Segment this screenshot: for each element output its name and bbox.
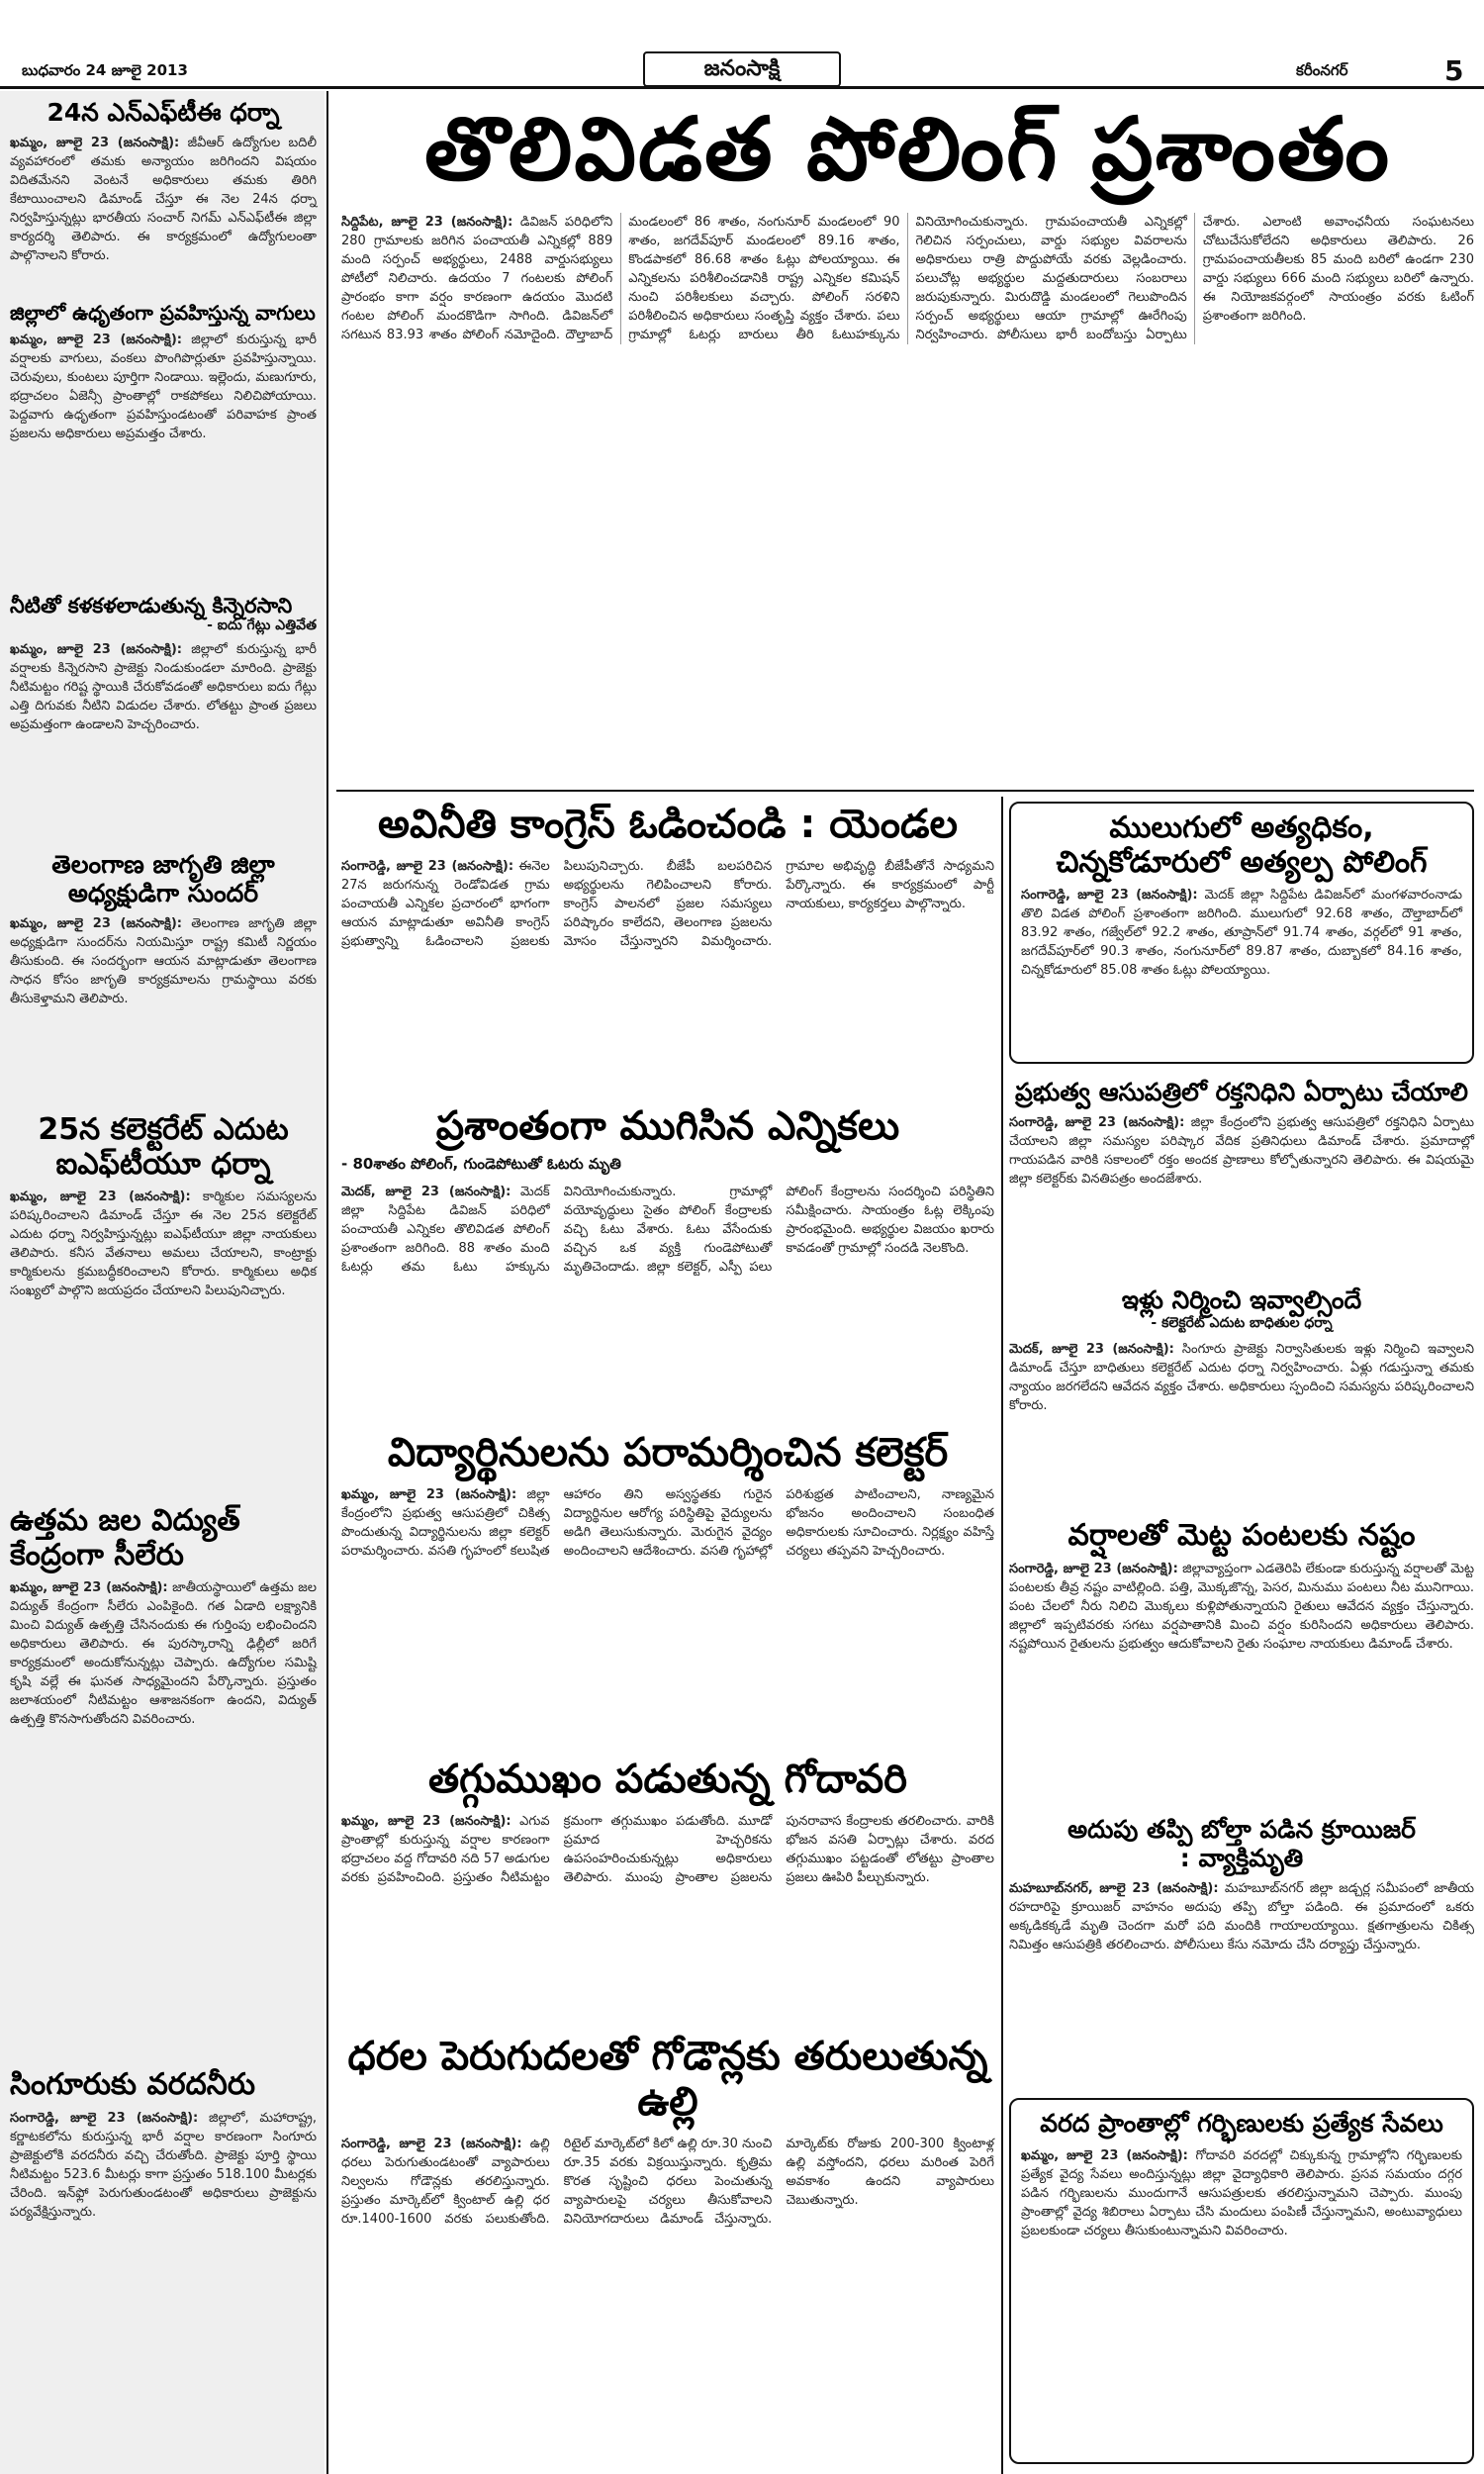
lead-story — [341, 99, 1474, 344]
article-godavari — [341, 1757, 994, 1887]
headline: ప్రశాంతంగా ముగిసిన ఎన్నికలు — [435, 1103, 900, 1149]
dateline: ఖమ్మం, జూలై 23 (జనంసాక్షి): — [10, 135, 180, 150]
article-cruiser-accident — [1009, 1816, 1474, 1954]
headline: అవినీతి కాంగ్రెస్ ఓడించండి : యెండల — [378, 802, 958, 847]
headline: 24న ఎన్‌ఎఫ్‌టీఈ ధర్నా — [46, 98, 280, 127]
article-body: ఈనెల 27న జరుగనున్న రెండోవిడత గ్రామ పంచాయతీ ఎన్నికల ప్రచారంలో భాగంగా ఆయన మాట్లాడుతూ అవినీతి కాంగ్రెస్ ప్రభుత్వాన్ని ఓడించాలని ప్రజలకు పిలుపునిచ్చారు. బీజేపీ బలపరిచిన అభ్యర్థులను గెలిపించాలని కోరారు. కాంగ్రెస్ పాలనలో ప్రజల సమస్యలు పరిష్కారం కాలేదని, తెలంగాణ ప్రజలను మోసం చేస్తున్నారని విమర్శించారు. గ్రామాల అభివృద్ధి బీజేపీతోనే సాధ్యమని పేర్కొన్నారు. ఈ కార్యక్రమంలో పార్టీ నాయకులు, కార్యకర్తలు పాల్గొన్నారు. — [341, 859, 994, 949]
article-body: మహబూబ్‌నగర్ జిల్లా జడ్చర్ల సమీపంలో జాతీయ రహదారిపై క్రూయిజర్ వాహనం అదుపు తప్పి బోల్తా పడింది. ఈ ప్రమాదంలో ఒకరు అక్కడికక్కడే మృతి చెందగా మరో పది మందికి గాయాలయ్యాయి. క్షతగాత్రులను చికిత్స నిమిత్తం ఆసుపత్రికి తరలించారు. పోలీసులు కేసు నమోదు చేసి దర్యాప్తు చేస్తున్నారు. — [1009, 1880, 1474, 1952]
headline: తెలంగాణ జాగృతి జిల్లా అధ్యక్షుడిగా సుందర్ — [51, 850, 275, 907]
article-body: జిల్లాలో, మహారాష్ట్ర, కర్ణాటకలోను కురుస్తున్న భారీ వర్షాల కారణంగా సింగూరు ప్రాజెక్టులోకి వరదనీరు వచ్చి చేరుతోంది. ప్రాజెక్టు పూర్తి స్థాయి నీటిమట్టం 523.6 మీటర్లు కాగా ప్రస్తుతం 518.100 మీటర్లకు చేరింది. ఇన్‌ఫ్లో పెరుగుతుండటంతో అధికారులు ప్రాజెక్టును పర్యవేక్షిస్తున్నారు. — [10, 2110, 317, 2220]
lead-headline: తొలివిడత పోలింగ్ ప్రశాంతం — [424, 98, 1391, 200]
headline: వర్షాలతో మెట్ట పంటలకు నష్టం — [1067, 1518, 1416, 1553]
article-crop-loss — [1009, 1519, 1474, 1654]
dateline: ఖమ్మం, జూలై 23 (జనంసాక్షి): — [10, 642, 182, 658]
dateline: ఖమ్మం, జూలై 23 (జనంసాక్షి): — [10, 333, 182, 347]
dateline: ఖమ్మం, జూలై 23 (జనంసాక్షి): — [1021, 2147, 1188, 2163]
article-iftu-dharna — [10, 1113, 317, 1300]
article-body: జిల్లాలో కురుస్తున్న భారీ వర్షాలకు కిన్నెరసాని ప్రాజెక్టు నిండుకుండలా మారింది. ప్రాజెక్టు నీటిమట్టం గరిష్ట స్థాయికి చేరుకోవడంతో అధికారులు ఐదు గేట్లు ఎత్తి దిగువకు నీటిని విడుదల చేశారు. లోతట్టు ప్రాంత ప్రజలు అప్రమత్తంగా ఉండాలని హెచ్చరించారు. — [10, 642, 317, 733]
headline: తగ్గుముఖం పడుతున్న గోదావరి — [428, 1757, 907, 1802]
dateline: మెదక్, జూలై 23 (జనంసాక్షి): — [1009, 1341, 1174, 1357]
dateline: సంగారెడ్డి, జూలై 23 (జనంసాక్షి): — [1021, 888, 1198, 903]
issue-date: బుధవారం 24 జూలై 2013 — [22, 61, 188, 79]
headline: ములుగులో అత్యధికం, చిన్నకోడూరులో అత్యల్ప పోలింగ్ — [1056, 810, 1428, 880]
newspaper-logo: జనంసాక్షి — [643, 51, 841, 87]
article-body: డివిజన్ పరిధిలోని 280 గ్రామాలకు జరిగిన పంచాయతీ ఎన్నికల్లో 889 మంది సర్పంచ్ అభ్యర్థులు, 2488 వార్డుసభ్యులు పోటీలో నిలిచారు. ఉదయం 7 గంటలకు పోలింగ్ ప్రారంభం కాగా వర్షం కారణంగా ఉదయం మొదటి గంటల పోలింగ్ మందకొడిగా సాగింది. డివిజన్‌లో సగటున 83.93 శాతం పోలింగ్ నమోదైంది. దౌల్తాబాద్ మండలంలో 86 శాతం, నంగునూర్ మండలంలో 90 శాతం, జగదేవ్‌పూర్ మండలంలో 89.16 శాతం, కొండపాకలో 86.68 శాతం ఓట్లు పోలయ్యాయి. ఈ ఎన్నికలను పరిశీలించడానికి రాష్ట్ర ఎన్నికల కమిషన్ నుంచి పరిశీలకులు వచ్చారు. పోలింగ్ సరళిని పరిశీలించిన అధికారులు సంతృప్తి వ్యక్తం చేశారు. పలు గ్రామాల్లో ఓటర్లు బారులు తీరి ఓటుహక్కును వినియోగించుకున్నారు. గ్రామపంచాయతీ ఎన్నికల్లో గెలిచిన సర్పంచులు, వార్డు సభ్యుల వివరాలను అధికారులు రాత్రి పొద్దుపోయే వరకు వెల్లడించారు. పలుచోట్ల అభ్యర్థుల మద్దతుదారులు సంబరాలు జరుపుకున్నారు. మిరుదొడ్డి మండలంలో గెలుపొందిన సర్పంచ్ అభ్యర్థులు ఆయా గ్రామాల్లో ఊరేగింపు నిర్వహించారు. పోలీసులు భారీ బందోబస్తు ఏర్పాటు చేశారు. ఎలాంటి అవాంఛనీయ సంఘటనలు చోటుచేసుకోలేదని అధికారులు తెలిపారు. 26 గ్రామపంచాయతీలకు 85 మంది బరిలో ఉండగా 230 వార్డు సభ్యులు 666 మంది సభ్యులు బరిలో ఉన్నారు. ఈ నియోజకవర్గంలో సాయంత్రం వరకు ఓటింగ్ ప్రశాంతంగా జరిగింది. — [341, 215, 1474, 343]
article-nfte-dharna — [10, 99, 317, 265]
dateline: ఖమ్మం, జూలై 23 (జనంసాక్షి): — [10, 1580, 168, 1595]
article-body: జిల్లా కేంద్రంలోని ప్రభుత్వ ఆసుపత్రిలో చికిత్స పొందుతున్న విద్యార్థినులను జిల్లా కలెక్టర్ పరామర్శించారు. వసతి గృహంలో కలుషిత ఆహారం తిని అస్వస్థతకు గురైన విద్యార్థినుల ఆరోగ్య పరిస్థితిపై వైద్యులను అడిగి తెలుసుకున్నారు. మెరుగైన వైద్యం అందించాలని ఆదేశించారు. వసతి గృహాల్లో పరిశుభ్రత పాటించాలని, నాణ్యమైన భోజనం అందించాలని సంబంధిత అధికారులకు సూచించారు. నిర్లక్ష్యం వహిస్తే చర్యలు తప్పవని హెచ్చరించారు. — [341, 1487, 994, 1559]
article-body: గోదావరి వరదల్లో చిక్కుకున్న గ్రామాల్లోని గర్భిణులకు ప్రత్యేక వైద్య సేవలు అందిస్తున్నట్లు జిల్లా వైద్యాధికారి తెలిపారు. ప్రసవ సమయం దగ్గర పడిన గర్భిణులను ముందుగానే ఆసుపత్రులకు తరలిస్తున్నామని చెప్పారు. ముంపు ప్రాంతాల్లో వైద్య శిబిరాలు ఏర్పాటు చేసి మందులు పంపిణీ చేస్తున్నామని, అంటువ్యాధులు ప్రబలకుండా చర్యలు తీసుకుంటున్నామని వివరించారు. — [1021, 2147, 1462, 2238]
edition-city: కరీంనగర్ — [1296, 61, 1348, 79]
article-sileru — [10, 1504, 317, 1729]
article-elections — [341, 1103, 994, 1277]
dateline: సంగారెడ్డి, జూలై 23 (జనంసాక్షి): — [341, 2137, 522, 2151]
dateline: సంగారెడ్డి, జూలై 23 (జనంసాక్షి): — [10, 2110, 199, 2126]
article-jagruthi — [10, 851, 317, 1008]
subheadline: - 80శాతం పోలింగ్, గుండెపోటుతో ఓటరు మృతి — [341, 1155, 621, 1173]
masthead — [0, 0, 1484, 89]
article-singur — [10, 2068, 317, 2222]
article-mulugu — [1009, 802, 1474, 1064]
article-body: సింగూరు ప్రాజెక్టు నిర్వాసితులకు ఇళ్లు నిర్మించి ఇవ్వాలని డిమాండ్ చేస్తూ బాధితులు కలెక్టరేట్ ఎదుట ధర్నా నిర్వహించారు. ఏళ్లు గడుస్తున్నా తమకు న్యాయం జరగలేదని ఆవేదన వ్యక్తం చేశారు. అధికారులు స్పందించి సమస్యను పరిష్కరించాలని కోరారు. — [1009, 1341, 1474, 1413]
article-body: జిల్లా కేంద్రంలోని ప్రభుత్వ ఆసుపత్రిలో రక్తనిధిని ఏర్పాటు చేయాలని జిల్లా సమస్యల పరిష్కార వేదిక ప్రతినిధులు డిమాండ్ చేశారు. ప్రమాదాల్లో గాయపడిన వారికి సకాలంలో రక్తం అందక ప్రాణాలు కోల్పోతున్నారని తెలిపారు. ఈ విషయమై జిల్లా కలెక్టర్‌కు వినతిపత్రం అందజేశారు. — [1009, 1114, 1474, 1187]
headline: అదుపు తప్పి బోల్తా పడిన క్రూయిజర్ — [1067, 1815, 1416, 1844]
article-collector — [341, 1430, 994, 1561]
headline: వరద ప్రాంతాల్లో గర్భిణులకు ప్రత్యేక సేవలు — [1040, 2109, 1443, 2138]
divider — [336, 790, 1474, 792]
article-streams — [10, 302, 317, 443]
dateline: ఖమ్మం, జూలై 23 (జనంసాక్షి): — [10, 915, 183, 931]
dateline: సంగారెడ్డి, జూలై 23 (జనంసాక్షి): — [1009, 1114, 1185, 1130]
headline: జిల్లాలో ఉధృతంగా ప్రవహిస్తున్న వాగులు — [10, 301, 316, 325]
subheadline: - ఐదు గేట్లు ఎత్తివేత — [207, 618, 317, 634]
headline: ప్రభుత్వ ఆసుపత్రిలో రక్తనిధిని ఏర్పాటు చేయాలి — [1015, 1078, 1468, 1106]
article-body: కార్మికుల సమస్యలను పరిష్కరించాలని డిమాండ్ చేస్తూ ఈ నెల 25న కలెక్టరేట్ ఎదుట ధర్నా నిర్వహిస్తున్నట్లు ఐఎఫ్‌టీయూ జిల్లా నాయకులు తెలిపారు. కనీస వేతనాలు అమలు చేయాలని, కాంట్రాక్టు కార్మికులను క్రమబద్ధీకరించాలని కోరారు. కార్మికులు అధిక సంఖ్యలో పాల్గొని జయప్రదం చేయాలని పిలుపునిచ్చారు. — [10, 1189, 317, 1298]
dateline: ఖమ్మం, జూలై 23 (జనంసాక్షి): — [341, 1814, 511, 1829]
column-rule — [326, 91, 328, 2474]
article-body: మెదక్ జిల్లా సిద్దిపేట డివిజన్‌లో మంగళవారంనాడు తొలి విడత పోలింగ్ ప్రశాంతంగా జరిగింది. ములుగులో 92.68 శాతం, దౌల్తాబాద్‌లో 83.92 శాతం, గజ్వేల్‌లో 92.2 శాతం, తూప్రాన్‌లో 91.74 శాతం, వర్గల్‌లో 91 శాతం, జగదేవ్‌పూర్‌లో 90.3 శాతం, నంగునూర్‌లో 89.87 శాతం, దుబ్బాకలో 84.16 శాతం, చిన్నకోడూరులో 85.08 శాతం ఓట్లు పోలయ్యాయి. — [1021, 888, 1462, 978]
article-body: జిల్లావ్యాప్తంగా ఎడతెరిపి లేకుండా కురుస్తున్న వర్షాలతో మెట్ట పంటలకు తీవ్ర నష్టం వాటిల్లింది. పత్తి, మొక్కజొన్న, పెసర, మినుము పంటలు నీట మునిగాయి. పంట చేలలో నీరు నిలిచి మొక్కలు కుళ్లిపోతున్నాయని రైతులు ఆవేదన వ్యక్తం చేస్తున్నారు. జిల్లాలో ఇప్పటివరకు సగటు వర్షపాతానికి మించి వర్షం కురిసిందని అధికారులు తెలిపారు. నష్టపోయిన రైతులను ప్రభుత్వం ఆదుకోవాలని రైతు సంఘాల నాయకులు డిమాండ్ చేశారు. — [1009, 1561, 1474, 1652]
page-number: 5 — [1444, 54, 1464, 87]
headline: విద్యార్థినులను పరామర్శించిన కలెక్టర్ — [387, 1430, 949, 1475]
subheadline: - కలెక్టరేట్ ఎదుట బాధితుల ధర్నా — [1151, 1314, 1333, 1331]
dateline: సిద్దిపేట, జూలై 23 (జనంసాక్షి): — [341, 215, 513, 231]
headline: 25న కలెక్టరేట్ ఎదుట ఐఎఫ్‌టీయూ ధర్నా — [38, 1112, 289, 1182]
article-body: జిల్లాలో కురుస్తున్న భారీ వర్షాలకు వాగులు, వంకలు పొంగిపొర్లుతూ ప్రవహిస్తున్నాయి. చెరువులు, కుంటలు పూర్తిగా నిండాయి. ఇల్లెందు, మణుగూరు, భద్రాచలం ఏజెన్సీ ప్రాంతాల్లో రాకపోకలు నిలిచిపోయాయి. పెద్దవాగు ఉధృతంగా ప్రవహిస్తుండటంతో పరివాహక ప్రాంత ప్రజలను అధికారులు అప్రమత్తం చేశారు. — [10, 333, 317, 441]
dateline: ఖమ్మం, జూలై 23 (జనంసాక్షి): — [341, 1487, 517, 1502]
article-body: మెదక్ జిల్లా సిద్దిపేట డివిజన్ పరిధిలో పంచాయతీ ఎన్నికల తొలివిడత పోలింగ్ ప్రశాంతంగా జరిగింది. 88 శాతం మంది ఓటర్లు తమ ఓటు హక్కును వినియోగించుకున్నారు. గ్రామాల్లో వయోవృద్ధులు సైతం పోలింగ్ కేంద్రాలకు వచ్చి ఓటు వేశారు. ఓటు వేసేందుకు వచ్చిన ఒక వ్యక్తి గుండెపోటుతో మృతిచెందాడు. జిల్లా కలెక్టర్, ఎస్పీ పలు పోలింగ్ కేంద్రాలను సందర్శించి పరిస్థితిని సమీక్షించారు. సాయంత్రం ఓట్ల లెక్కింపు ప్రారంభమైంది. అభ్యర్థుల విజయం ఖరారు కావడంతో గ్రామాల్లో సందడి నెలకొంది. — [341, 1185, 994, 1275]
dateline: మెదక్, జూలై 23 (జనంసాక్షి): — [341, 1185, 511, 1199]
article-body: ఉల్లి ధరలు పెరుగుతుండటంతో వ్యాపారులు నిల్వలను గోడౌన్లకు తరలిస్తున్నారు. ప్రస్తుతం మార్కెట్‌లో క్వింటాల్ ఉల్లి ధర రూ.1400-1600 వరకు పలుకుతోంది. రిటైల్ మార్కెట్‌లో కిలో ఉల్లి రూ.30 నుంచి రూ.35 వరకు విక్రయిస్తున్నారు. కృత్రిమ కొరత సృష్టించి ధరలు పెంచుతున్న వ్యాపారులపై చర్యలు తీసుకోవాలని వినియోగదారులు డిమాండ్ చేస్తున్నారు. మార్కెట్‌కు రోజుకు 200-300 క్వింటాళ్ల ఉల్లి వస్తోందని, ధరలు మరింత పెరిగే అవకాశం ఉందని వ్యాపారులు చెబుతున్నారు. — [341, 2137, 994, 2227]
article-congress — [341, 802, 994, 951]
article-body: తెలంగాణ జాగృతి జిల్లా అధ్యక్షుడిగా సుందర్‌ను నియమిస్తూ రాష్ట్ర కమిటీ నిర్ణయం తీసుకుంది. ఈ సందర్భంగా ఆయన మాట్లాడుతూ తెలంగాణ సాధన కోసం జాగృతి కార్యక్రమాలను గ్రామస్థాయి వరకు తీసుకెళ్తామని తెలిపారు. — [10, 915, 317, 1006]
headline: నీటితో కళకళలాడుతున్న కిన్నెరసాని — [10, 594, 293, 618]
dateline: సంగారెడ్డి, జూలై 23 (జనంసాక్షి): — [341, 859, 514, 874]
article-body: ఎగువ ప్రాంతాల్లో కురుస్తున్న వర్షాల కారణంగా భద్రాచలం వద్ద గోదావరి నది 57 అడుగుల వరకు ప్రవహించింది. ప్రస్తుతం నీటిమట్టం క్రమంగా తగ్గుముఖం పడుతోంది. మూడో ప్రమాద హెచ్చరికను ఉపసంహరించుకున్నట్లు అధికారులు తెలిపారు. ముంపు ప్రాంతాల ప్రజలను పునరావాస కేంద్రాలకు తరలించారు. వారికి భోజన వసతి ఏర్పాట్లు చేశారు. వరద తగ్గుముఖం పట్టడంతో లోతట్టు ప్రాంతాల ప్రజలు ఊపిరి పీల్చుకున్నారు. — [341, 1814, 994, 1885]
article-body: జీవీఆర్ ఉద్యోగుల బదిలీ వ్యవహారంలో తమకు అన్యాయం జరిగిందని విషయం విదితమేనని వెంటనే అధికారులు తమకు తిరిగి కేటాయించాలని డిమాండ్ చేస్తూ ఈ నెల 24న ధర్నా నిర్వహిస్తున్నట్లు భారతీయ సంచార్ నిగమ్ ఎన్‌ఎఫ్‌టీఈ జిల్లా కార్యదర్శి తెలిపారు. ఈ కార్యక్రమంలో ఉద్యోగులంతా పాల్గొనాలని కోరారు. — [10, 135, 317, 263]
article-houses — [1009, 1286, 1474, 1415]
dateline: మహబూబ్‌నగర్, జూలై 23 (జనంసాక్షి): — [1009, 1880, 1219, 1896]
article-onion — [341, 2034, 994, 2229]
dateline: సంగారెడ్డి, జూలై 23 (జనంసాక్షి): — [1009, 1561, 1178, 1576]
article-body: జాతీయస్థాయిలో ఉత్తమ జల విద్యుత్ కేంద్రంగా సీలేరు ఎంపికైంది. గత ఏడాది లక్ష్యానికి మించి విద్యుత్ ఉత్పత్తి చేసినందుకు ఈ గుర్తింపు లభించిందని అధికారులు తెలిపారు. ఈ పురస్కారాన్ని ఢిల్లీలో జరిగే కార్యక్రమంలో అందుకోనున్నట్లు చెప్పారు. ఉద్యోగుల సమిష్టి కృషి వల్లే ఈ ఘనత సాధ్యమైందని పేర్కొన్నారు. ప్రస్తుతం జలాశయంలో నీటిమట్టం ఆశాజనకంగా ఉందని, విద్యుత్ ఉత్పత్తి కొనసాగుతోందని వివరించారు. — [10, 1580, 317, 1727]
column-rule — [1001, 797, 1003, 2474]
article-blood-bank — [1009, 1079, 1474, 1189]
dateline: ఖమ్మం, జూలై 23 (జనంసాక్షి): — [10, 1189, 191, 1204]
headline: సింగూరుకు వరదనీరు — [10, 2067, 255, 2102]
subheadline: : వ్యాక్తిమృతి — [1179, 1843, 1304, 1872]
article-kinnerasani — [10, 594, 317, 734]
article-pregnant-women — [1009, 2098, 1474, 2464]
headline: ఉత్తమ జల విద్యుత్ కేంద్రంగా సీలేరు — [10, 1503, 240, 1572]
headline: ధరల పెరుగుదలతో గోడౌన్లకు తరులుతున్న ఉల్లి — [347, 2034, 988, 2125]
headline: ఇళ్లు నిర్మించి ఇవ్వాల్సిందే — [1121, 1285, 1362, 1314]
